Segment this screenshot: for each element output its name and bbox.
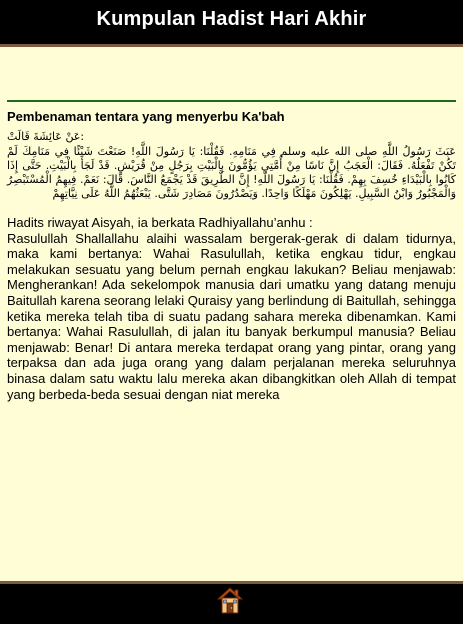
app-header (0, 0, 463, 47)
translation-text: Rasulullah Shallallahu alaihi wassalam bergerak-gerak di dalam tidurnya, maka kami bertanya: Wahai Rasulullah, ketika engkau tidur, engkau melakukan sesuatu yang belum pernah engkau lakukan? Beliau menjawab: Mengherankan! Ada sekelompok manusia dari umatku yang datang menuju Baitullah karena seorang lelaki Quraisy yang berlindung di Baitullah, sehingga ketika mereka telah tiba di suatu padang sahara mereka dibenamkan. Kami bertanya: Wahai Rasulullah, di jalan itu banyak berkumpul manusia? Beliau menjawab: Benar! Di antara mereka terdapat orang yang pintar, orang yang terpaksa dan ada juga orang yang dalam perjalanan mereka seluruhnya binasa dalam satu waktu lalu mereka akan dibangkitkan oleh Allah di tempat yang berbeda-beda sesuai dengan niat mereka (7, 230, 456, 402)
home-icon (217, 587, 243, 615)
translation-block (7, 215, 456, 402)
bottom-bar (0, 581, 463, 624)
home-button[interactable] (217, 587, 243, 615)
section-divider (7, 100, 456, 102)
arabic-text: عَبَثَ رَسُولُ اللَّهِ صلى الله عليه وسلم فِي مَنَامِهِ. فَقُلْنَا: يَا رَسُولَ اللَّهِ! صَنَعْتَ شَيْئًا فِي مَنَامِكَ لَمْ تَكُنْ تَفْعَلُهُ. فَقَالَ: الْعَجَبُ إِنَّ نَاسًا مِنْ أُمَّتِي يَؤُمُّونَ بِالْبَيْتِ بِرَجُلٍ مِنْ قُرَيْشٍ. قَدْ لَجَأَ بِالْبَيْتِ. حَتَّى إِذَا كَانُوا بِالْبَيْدَاءِ خُسِفَ بِهِمْ. فَقُلْنَا: يَا رَسُولَ اللَّهِ! إِنَّ الطَّرِيقَ قَدْ يَجْمَعُ النَّاسَ. قَالَ: نَعَمْ. فِيهِمُ الْمُسْتَبْصِرُ وَالْمَجْبُورُ وَابْنُ السَّبِيلِ. يَهْلِكُونَ مَهْلَكًا وَاحِدًا. وَيَصْدُرُونَ مَصَادِرَ شَتَّى. يَبْعَثُهُمُ اللَّهُ عَلَى نِيَّاتِهِمْ (7, 145, 456, 200)
arabic-narrator: عَنْ عَائِشَةَ قَالَتْ: (7, 130, 85, 143)
hadith-content (7, 100, 456, 402)
translation-intro: Hadits riwayat Aisyah, ia berkata Radhiyallahu’anhu : (7, 215, 313, 230)
hadith-title: Pembenaman tentara yang menyerbu Ka'bah (7, 109, 285, 124)
app-title: Kumpulan Hadist Hari Akhir (96, 8, 367, 30)
